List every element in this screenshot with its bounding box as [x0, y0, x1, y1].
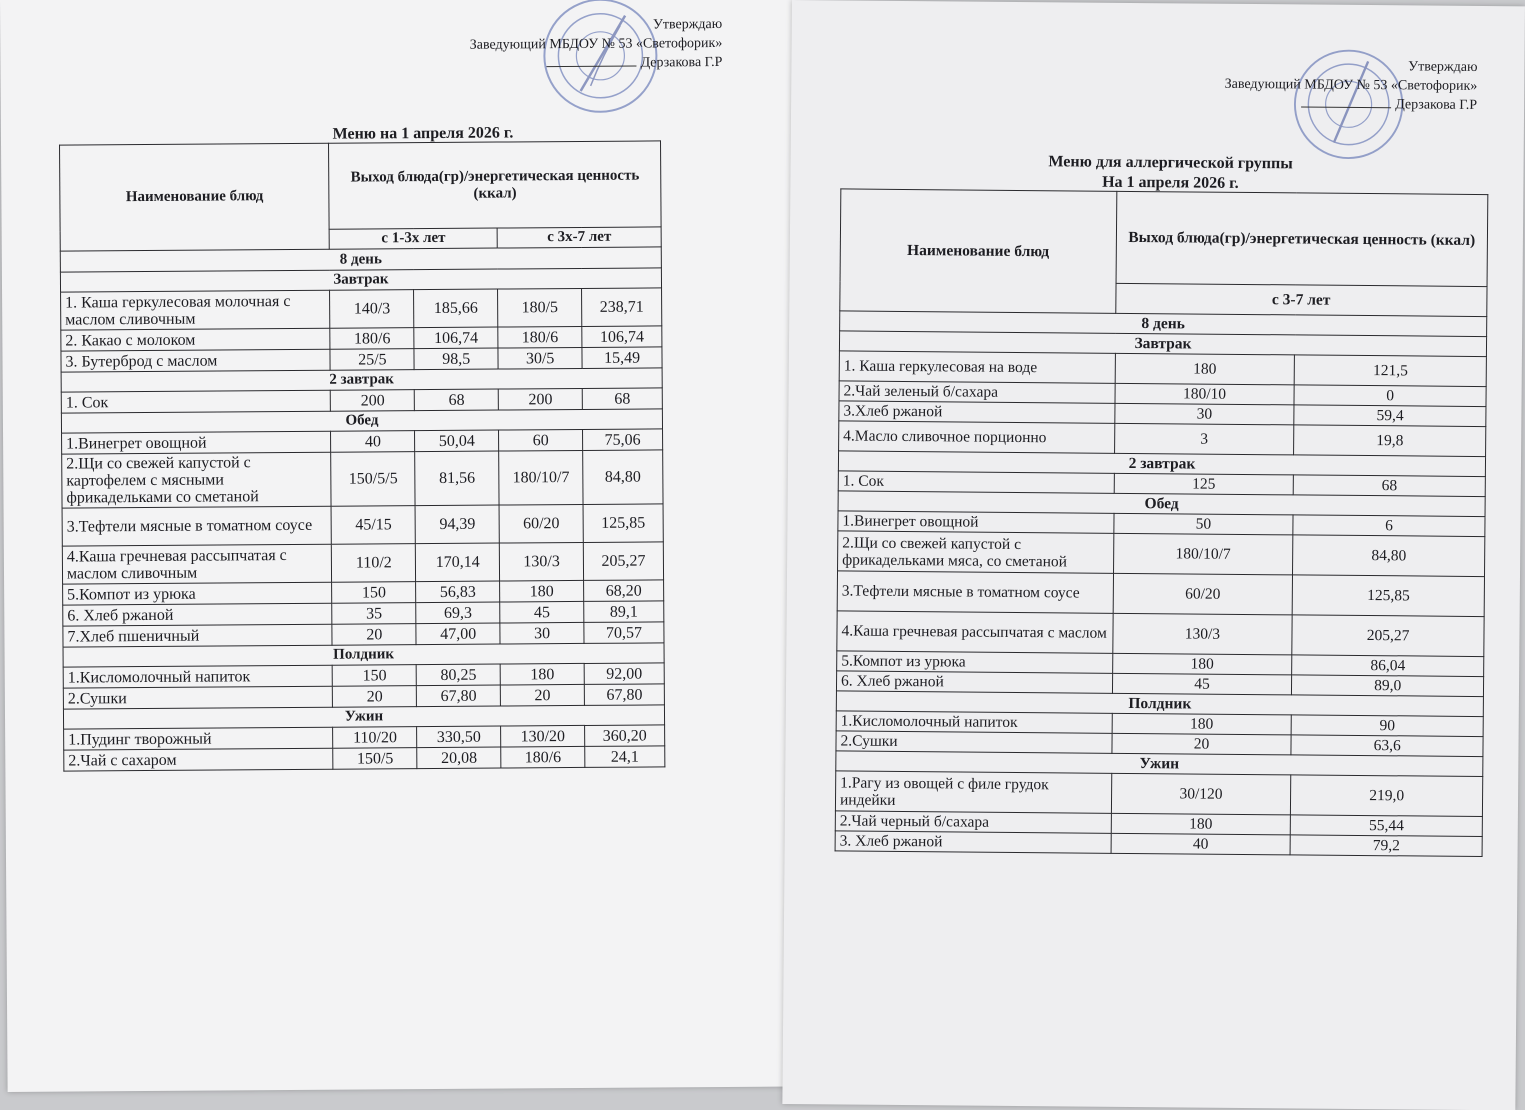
value-cell: 180/5: [498, 288, 582, 327]
value-cell: 180/6: [501, 746, 585, 768]
value-cell: 238,71: [582, 288, 662, 327]
value-cell: 45/15: [331, 506, 415, 545]
value-cell: 79,2: [1290, 835, 1482, 857]
approver-position: Заведующий МБДОУ № 53 «Светофорик»: [469, 35, 723, 53]
dish-name-cell: 1. Каша геркулесовая на воде: [839, 351, 1115, 383]
value-cell: 60/20: [499, 504, 583, 543]
value-cell: 180: [500, 580, 584, 602]
value-cell: 89,1: [584, 601, 664, 623]
value-cell: 180: [1112, 653, 1292, 675]
section-header: 2 завтрак: [838, 451, 1485, 477]
value-cell: 200: [331, 390, 415, 412]
section-header: Полдник: [836, 691, 1483, 717]
value-cell: 180/6: [498, 326, 582, 348]
table-row: [62, 504, 663, 546]
value-cell: 205,27: [583, 542, 663, 581]
section-header: Обед: [61, 409, 662, 433]
value-cell: 125,85: [583, 504, 663, 543]
signature-line: [1301, 96, 1391, 108]
value-cell: 30: [500, 622, 584, 644]
value-cell: 59,4: [1294, 405, 1486, 427]
value-cell: 50,04: [415, 430, 499, 452]
dish-name-cell: 5.Компот из урюка: [837, 651, 1113, 673]
approval-word: Утверждаю: [652, 16, 723, 33]
value-cell: 86,04: [1292, 655, 1484, 677]
value-cell: 80,25: [416, 664, 500, 686]
dish-name-cell: 3.Тефтели мясные в томатном соусе: [62, 506, 332, 546]
value-cell: 69,3: [416, 602, 500, 624]
value-cell: 84,80: [583, 450, 663, 505]
dish-name-cell: 2. Какао с молоком: [61, 328, 331, 351]
value-cell: 180/10: [1115, 383, 1295, 405]
value-cell: 0: [1294, 385, 1486, 407]
table-row: [835, 771, 1482, 817]
dish-name-cell: 1.Пудинг творожный: [64, 727, 334, 750]
table-row: [62, 542, 663, 584]
approval-word: Утверждаю: [1408, 59, 1478, 75]
day-label: 8 день: [60, 247, 661, 272]
value-cell: 170,14: [416, 543, 500, 582]
value-cell: 40: [331, 431, 415, 453]
menu-title-line-1: Меню для аллергической группы: [1048, 153, 1293, 173]
section-header: 2 завтрак: [61, 368, 662, 392]
menu-page-right: [782, 0, 1525, 1110]
value-cell: 63,6: [1291, 735, 1483, 757]
value-cell: 25/5: [330, 349, 414, 371]
value-cell: 60: [499, 429, 583, 451]
dish-name-cell: 1.Рагу из овощей с филе грудок индейки: [835, 771, 1111, 813]
value-cell: 185,66: [414, 289, 498, 328]
column-header-output: Выход блюда(гр)/энергетическая ценность (ккал): [329, 141, 661, 229]
value-cell: 19,8: [1294, 425, 1486, 457]
value-cell: 94,39: [415, 505, 499, 544]
dish-name-cell: 3. Хлеб ржаной: [835, 831, 1111, 853]
value-cell: 130/20: [501, 725, 585, 747]
value-cell: 180: [1112, 713, 1292, 735]
value-cell: 84,80: [1293, 535, 1485, 577]
dish-name-cell: 3.Тефтели мясные в томатном соусе: [837, 571, 1113, 613]
value-cell: 68: [415, 389, 499, 411]
column-header-output: Выход блюда(гр)/энергетическая ценность (ккал): [1116, 191, 1488, 286]
value-cell: 180/10/7: [499, 450, 583, 505]
menu-table-left: [59, 140, 665, 771]
menu-title: Меню на 1 апреля 2026 г.: [332, 124, 514, 143]
table-row: [64, 746, 665, 771]
dish-name-cell: 2.Сушки: [63, 686, 333, 709]
dish-name-cell: 2.Чай зеленый б/сахара: [839, 381, 1115, 403]
column-header-age-1-3: с 1-3х лет: [330, 228, 498, 249]
dish-name-cell: 1.Винегрет овощной: [838, 511, 1114, 533]
value-cell: 219,0: [1291, 775, 1483, 817]
value-cell: 20: [500, 684, 584, 706]
value-cell: 35: [332, 603, 416, 625]
signature-line: [547, 56, 637, 68]
section-header: Полдник: [63, 643, 664, 667]
dish-name-cell: 2.Сушки: [836, 731, 1112, 753]
value-cell: 55,44: [1291, 815, 1483, 837]
dish-name-cell: 2.Щи со свежей капустой с картофелем с мясными фрикадельками со сметаной: [62, 452, 332, 508]
dish-name-cell: 1. Сок: [61, 390, 331, 413]
value-cell: 3: [1114, 423, 1294, 455]
value-cell: 75,06: [583, 429, 663, 451]
value-cell: 67,80: [417, 685, 501, 707]
value-cell: 150: [333, 665, 417, 687]
table-row: [837, 571, 1484, 617]
dish-name-cell: 6. Хлеб ржаной: [63, 603, 333, 626]
value-cell: 98,5: [414, 348, 498, 370]
value-cell: 130/3: [1112, 613, 1292, 655]
value-cell: 140/3: [330, 290, 414, 329]
value-cell: 67,80: [584, 684, 664, 706]
dish-name-cell: 1.Кисломолочный напиток: [63, 665, 333, 688]
section-header: Завтрак: [60, 268, 661, 292]
value-cell: 30: [1114, 403, 1294, 425]
dish-name-cell: 3.Хлеб ржаной: [839, 401, 1115, 423]
value-cell: 90: [1291, 715, 1483, 737]
value-cell: 106,74: [582, 326, 662, 348]
value-cell: 130/3: [499, 542, 583, 581]
value-cell: 6: [1293, 515, 1485, 537]
value-cell: 68,20: [584, 580, 664, 602]
value-cell: 180: [500, 663, 584, 685]
value-cell: 180/6: [330, 328, 414, 350]
column-header-dish: Наименование блюд: [60, 143, 330, 251]
section-header: Ужин: [836, 751, 1483, 777]
table-row: [61, 288, 662, 330]
approver-name: Дерзакова Г.Р: [1395, 97, 1478, 113]
dish-name-cell: 1. Сок: [838, 471, 1114, 493]
column-header-age-3-7: с 3-7 лет: [1115, 283, 1487, 316]
approver-name: Дерзакова Г.Р: [640, 54, 723, 71]
value-cell: 15,49: [582, 347, 662, 369]
dish-name-cell: 4.Каша гречневая рассыпчатая с маслом сливочным: [62, 544, 332, 584]
value-cell: 20,08: [417, 747, 501, 769]
value-cell: 40: [1111, 833, 1291, 855]
value-cell: 106,74: [414, 327, 498, 349]
value-cell: 330,50: [417, 726, 501, 748]
day-label: 8 день: [840, 311, 1487, 337]
menu-table-left-body: [60, 141, 665, 771]
value-cell: 150: [332, 582, 416, 604]
value-cell: 150/5/5: [331, 452, 415, 507]
dish-name-cell: 4.Каша гречневая рассыпчатая с маслом: [837, 611, 1113, 653]
dish-name-cell: 1.Кисломолочный напиток: [836, 711, 1112, 733]
dish-name-cell: 2.Щи со свежей капустой с фрикадельками мяса, со сметаной: [838, 531, 1114, 573]
value-cell: 125,85: [1292, 575, 1484, 617]
value-cell: 45: [1112, 673, 1292, 695]
section-header: Ужин: [63, 705, 664, 729]
value-cell: 125: [1114, 473, 1294, 495]
approval-block: [420, 15, 722, 74]
value-cell: 70,57: [584, 622, 664, 644]
dish-name-cell: 1. Каша геркулесовая молочная с маслом сливочным: [61, 290, 331, 330]
value-cell: 110/2: [332, 544, 416, 583]
value-cell: 180/10/7: [1113, 533, 1293, 575]
section-header: Завтрак: [839, 331, 1486, 357]
value-cell: 110/20: [333, 727, 417, 749]
column-header-dish: Наименование блюд: [840, 189, 1117, 313]
value-cell: 81,56: [415, 451, 499, 506]
dish-name-cell: 4.Масло сливочное порционно: [839, 421, 1115, 453]
value-cell: 121,5: [1294, 355, 1486, 387]
value-cell: 60/20: [1113, 573, 1293, 615]
approval-block: [1171, 55, 1477, 115]
dish-name-cell: 7.Хлеб пшеничный: [63, 624, 333, 647]
value-cell: 20: [1112, 733, 1292, 755]
value-cell: 68: [1294, 475, 1486, 497]
menu-table-right: [835, 188, 1489, 857]
value-cell: 56,83: [416, 581, 500, 603]
value-cell: 180: [1115, 353, 1295, 385]
approver-position: Заведующий МБДОУ № 53 «Светофорик»: [1224, 76, 1478, 94]
table-row: [835, 831, 1482, 857]
value-cell: 360,20: [585, 725, 665, 747]
value-cell: 205,27: [1292, 615, 1484, 657]
value-cell: 30/5: [498, 347, 582, 369]
menu-title-line-2: На 1 апреля 2026 г.: [1102, 173, 1239, 192]
value-cell: 89,0: [1292, 675, 1484, 697]
value-cell: 20: [333, 686, 417, 708]
value-cell: 92,00: [584, 663, 664, 685]
dish-name-cell: 1.Винегрет овощной: [62, 431, 332, 454]
dish-name-cell: 3. Бутерброд с маслом: [61, 349, 331, 372]
dish-name-cell: 2.Чай с сахаром: [64, 748, 334, 771]
value-cell: 45: [500, 601, 584, 623]
table-row: [837, 611, 1484, 657]
value-cell: 150/5: [333, 748, 417, 770]
value-cell: 30/120: [1111, 773, 1291, 815]
value-cell: 68: [582, 388, 662, 410]
value-cell: 180: [1111, 813, 1291, 835]
menu-title: [1010, 152, 1330, 195]
dish-name-cell: 6. Хлеб ржаной: [836, 671, 1112, 693]
value-cell: 20: [332, 624, 416, 646]
value-cell: 24,1: [585, 746, 665, 768]
table-row: [62, 450, 663, 508]
dish-name-cell: 2.Чай черный б/сахара: [835, 811, 1111, 833]
value-cell: 200: [498, 388, 582, 410]
value-cell: 47,00: [416, 623, 500, 645]
value-cell: 50: [1113, 513, 1293, 535]
column-header-age-3-7: с 3х-7 лет: [497, 227, 661, 248]
menu-table-right-body: [835, 189, 1488, 857]
dish-name-cell: 5.Компот из урюка: [63, 582, 333, 605]
table-row: [838, 531, 1485, 577]
section-header: Обед: [838, 491, 1485, 517]
